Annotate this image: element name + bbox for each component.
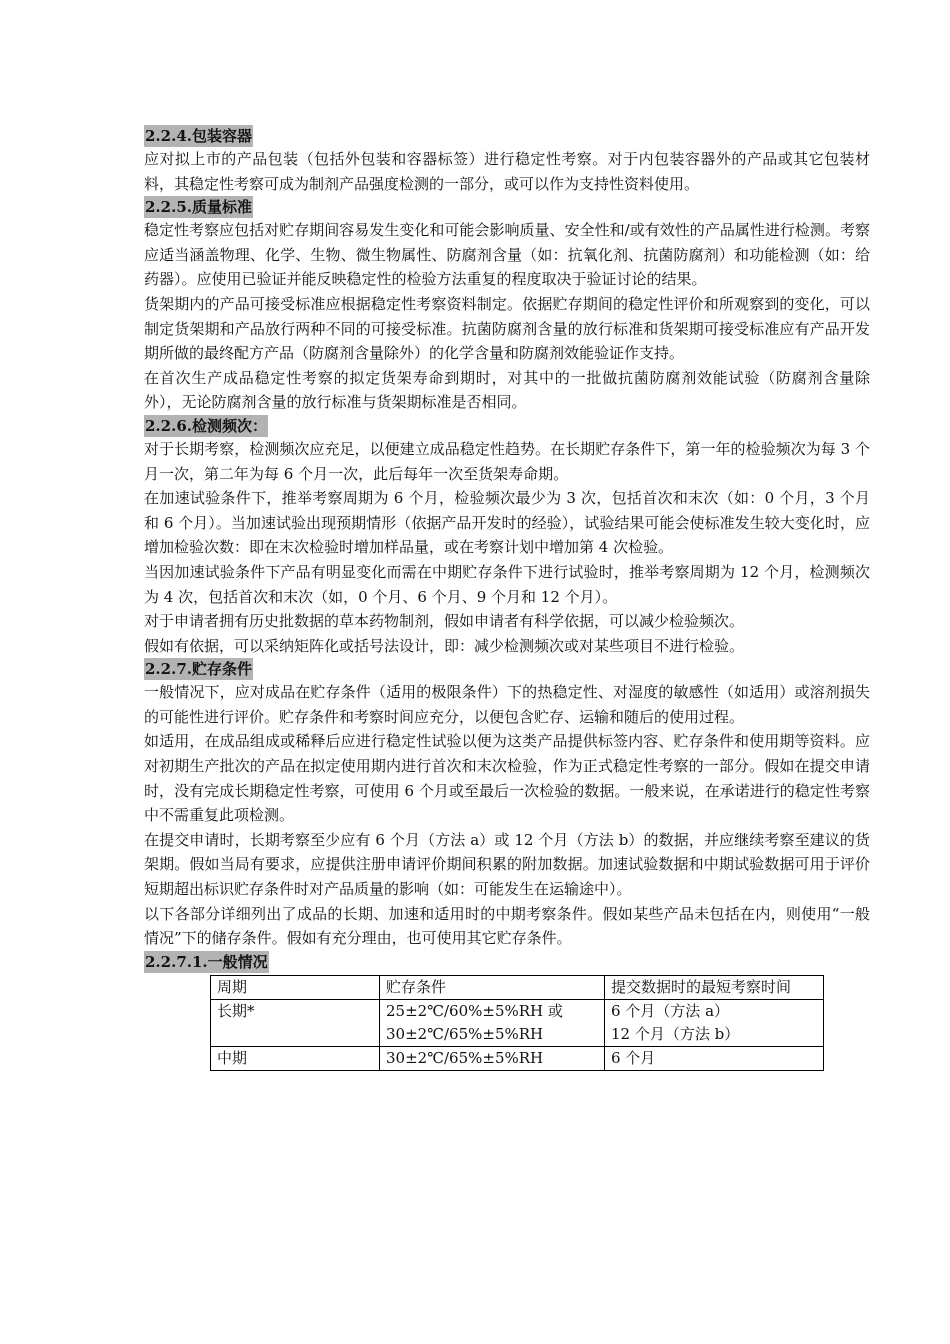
time-line: 6 个月 (611, 1048, 656, 1067)
table-header-cell: 提交数据时的最短考察时间 (605, 975, 824, 999)
section-packaging (144, 125, 870, 196)
condition-line: 25±2℃/60%±5%RH 或 (386, 1001, 563, 1020)
section-heading: 2.2.7.1.一般情况 (145, 952, 268, 971)
paragraph: 一般情况下，应对成品在贮存条件（适用的极限条件）下的热稳定性、对湿度的敏感性（如适用）或溶剂损失的可能性进行评价。贮存条件和考察时间应充分，以便包含贮存、运输和随后的使用过程。 (144, 683, 870, 726)
condition-line: 30±2℃/65%±5%RH (386, 1024, 544, 1043)
paragraph: 稳定性考察应包括对贮存期间容易发生变化和可能会影响质量、安全性和/或有效性的产品属性进行检测。考察应适当涵盖物理、化学、生物、微生物属性、防腐剂含量（如：抗氧化剂、抗菌防腐剂）和功能检测（如：给药器）。应使用已验证并能反映稳定性的检验方法重复的程度取决于验证讨论的结果。 (144, 221, 870, 289)
table-cell-period: 长期* (211, 999, 380, 1046)
table-cell-time (605, 999, 824, 1046)
storage-conditions-table (210, 975, 824, 1071)
table-header-cell: 周期 (211, 975, 380, 999)
paragraph: 当因加速试验条件下产品有明显变化而需在中期贮存条件下进行试验时，推举考察周期为 12 个月，检测频次为 4 次，包括首次和末次（如，0 个月、6 个月、9 个月和 12 个月）。 (144, 562, 870, 606)
paragraph: 如适用，在成品组成或稀释后应进行稳定性试验以便为这类产品提供标签内容、贮存条件和使用期等资料。应对初期生产批次的产品在拟定使用期内进行首次和末次检验，作为正式稳定性考察的一部分。假如在提交申请时，没有完成长期稳定性考察，可使用 6 个月或至最后一次检验的数据。一般来说，在承诺进行的稳定性考察中不需重复此项检测。 (144, 732, 870, 825)
section-heading: 2.2.4.包装容器 (145, 127, 252, 145)
table-cell-conditions (380, 1046, 605, 1070)
paragraph: 应对拟上市的产品包装（包括外包装和容器标签）进行稳定性考察。对于内包装容器外的产品或其它包装材料，其稳定性考察可成为制剂产品强度检测的一部分，或可以作为支持性资料使用。 (144, 150, 870, 193)
paragraph: 在提交申请时，长期考察至少应有 6 个月（方法 a）或 12 个月（方法 b）的数据，并应继续考察至建议的货架期。假如当局有要求，应提供注册申请评价期间积累的附加数据。加速试验数据和中期试验数据可用于评价短期超出标识贮存条件时对产品质量的影响（如：可能发生在运输途中）。 (144, 830, 870, 899)
document-page (144, 125, 870, 1071)
table-cell-period: 中期 (211, 1046, 380, 1070)
section-test-frequency (144, 415, 870, 658)
paragraph: 在首次生产成品稳定性考察的拟定货架寿命到期时，对其中的一批做抗菌防腐剂效能试验（防腐剂含量除外），无论防腐剂含量的放行标准与货架期标准是否相同。 (144, 368, 870, 412)
table-cell-conditions (380, 999, 605, 1046)
paragraph: 对于长期考察，检测频次应充足，以便建立成品稳定性趋势。在长期贮存条件下，第一年的检验频次为每 3 个月一次，第二年为每 6 个月一次，此后每年一次至货架寿命期。 (144, 439, 870, 483)
time-line: 6 个月（方法 a） (611, 1001, 730, 1020)
condition-line: 30±2℃/65%±5%RH (386, 1048, 544, 1067)
section-quality-standard (144, 196, 870, 415)
time-line: 12 个月（方法 b） (611, 1024, 740, 1043)
table-row (211, 1046, 824, 1070)
table-row (211, 999, 824, 1046)
paragraph: 对于申请者拥有历史批数据的草本药物制剂，假如申请者有科学依据，可以减少检验频次。 (144, 612, 745, 631)
table-header-cell: 贮存条件 (380, 975, 605, 999)
paragraph: 在加速试验条件下，推举考察周期为 6 个月，检验频次最少为 3 次，包括首次和末次（如：0 个月，3 个月和 6 个月）。当加速试验出现预期情形（依据产品开发时的经验），试验结果可能会使标准发生较大变化时，应增加检验次数：即在末次检验时增加样品量，或在考察计划中增加第 4 次检验。 (144, 489, 870, 557)
paragraph: 货架期内的产品可接受标准应根据稳定性考察资料制定。依据贮存期间的稳定性评价和所观察到的变化，可以制定货架期和产品放行两种不同的可接受标准。抗菌防腐剂含量的放行标准和货架期可接受标准应有产品开发期所做的最终配方产品（防腐剂含量除外）的化学含量和防腐剂效能验证作支持。 (144, 294, 870, 363)
section-heading: 2.2.6.检测频次： (145, 416, 267, 435)
section-general-conditions (144, 951, 870, 1071)
section-heading: 2.2.5.质量标准 (145, 198, 252, 217)
table-header-row (211, 975, 824, 999)
table-cell-time (605, 1046, 824, 1070)
paragraph: 假如有依据，可以采纳矩阵化或括号法设计，即：减少检测频次或对某些项目不进行检验。 (144, 636, 745, 655)
section-heading: 2.2.7.贮存条件 (145, 660, 252, 679)
section-storage-conditions (144, 658, 870, 951)
paragraph: 以下各部分详细列出了成品的长期、加速和适用时的中期考察条件。假如某些产品未包括在内，则使用“一般情况”下的储存条件。假如有充分理由，也可使用其它贮存条件。 (144, 904, 870, 948)
